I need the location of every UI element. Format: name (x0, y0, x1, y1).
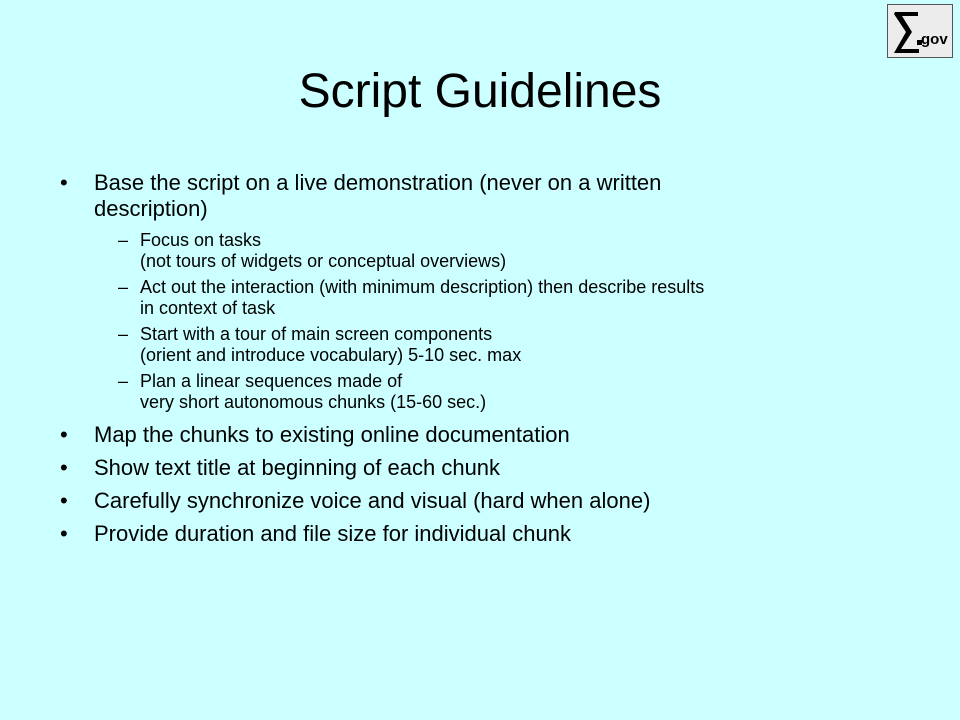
list-item-text: Map the chunks to existing online documentation (94, 422, 570, 447)
list-item-text: Provide duration and file size for individual chunk (94, 521, 571, 546)
logo-text: gov (921, 31, 948, 48)
sub-list-item (118, 277, 920, 319)
sub-list-item-text: in context of task (140, 298, 276, 318)
list-item (60, 422, 920, 448)
sub-list-item-text: Act out the interaction (with minimum description) then describe results (140, 277, 705, 297)
sub-list-item (118, 371, 920, 413)
sub-list-item (118, 230, 920, 272)
list-item (60, 521, 920, 547)
list-item (60, 455, 920, 481)
sigma-gov-logo (887, 4, 953, 58)
page-title: Script Guidelines (298, 65, 662, 118)
sub-list-item-text: (not tours of widgets or conceptual overviews) (140, 251, 507, 271)
sub-list-item-text: Plan a linear sequences made of (140, 371, 403, 391)
bullet-marker: • (60, 521, 68, 546)
dash-marker: – (118, 277, 129, 297)
sub-list-item-text: Focus on tasks (140, 230, 262, 250)
sub-list-item-text: Start with a tour of main screen components (140, 324, 493, 344)
bullet-marker: • (60, 422, 68, 447)
dash-marker: – (118, 324, 129, 344)
dash-marker: – (118, 230, 129, 250)
list-item-text: description) (94, 196, 208, 221)
list-item (60, 488, 920, 514)
list-item-text: Show text title at beginning of each chunk (94, 455, 501, 480)
list-item-text: Base the script on a live demonstration (never on a written (94, 170, 662, 195)
sub-list-item (118, 324, 920, 366)
bullet-list (60, 170, 920, 547)
bullet-marker: • (60, 488, 68, 513)
list-item-text: Carefully synchronize voice and visual (hard when alone) (94, 488, 651, 513)
sub-list-item-text: (orient and introduce vocabulary) 5-10 sec. max (140, 345, 522, 365)
sub-list-item-text: very short autonomous chunks (15-60 sec.) (140, 392, 487, 412)
bullet-marker: • (60, 455, 68, 480)
dash-marker: – (118, 371, 129, 391)
list-item (60, 170, 920, 222)
bullet-marker: • (60, 170, 68, 195)
